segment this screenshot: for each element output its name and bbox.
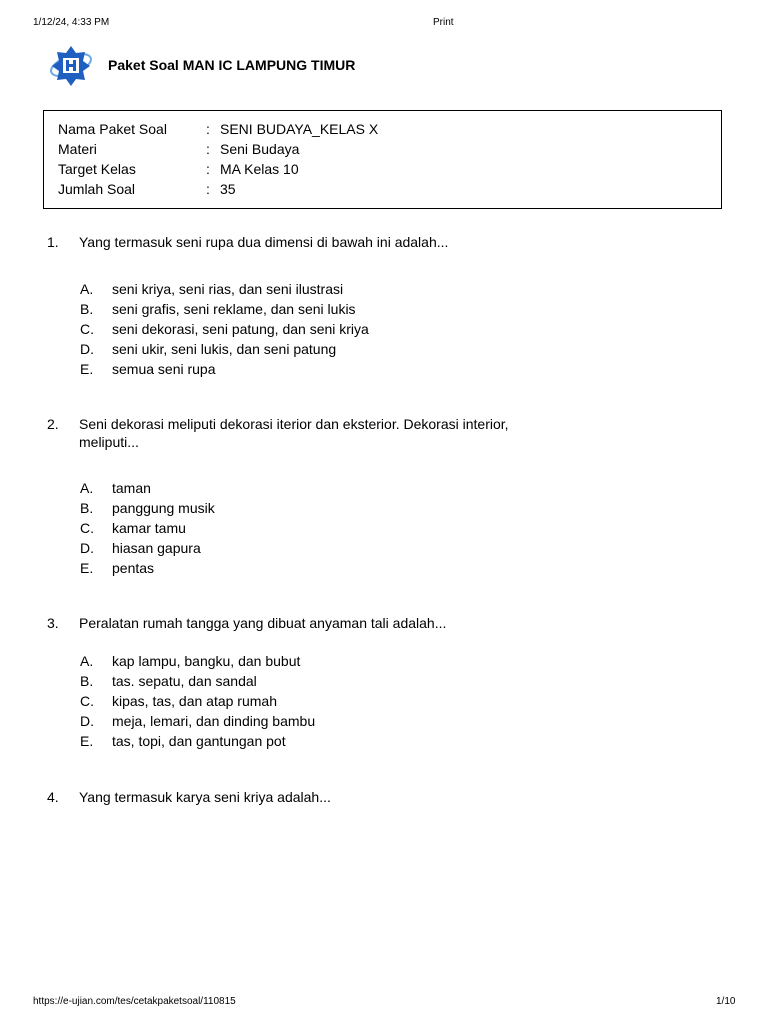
- info-value: Seni Budaya: [220, 141, 300, 157]
- info-colon: :: [206, 121, 210, 137]
- question-number: 1.: [47, 234, 59, 250]
- question-number: 4.: [47, 789, 59, 805]
- info-colon: :: [206, 161, 210, 177]
- option-text: seni kriya, seni rias, dan seni ilustrasi: [112, 281, 344, 297]
- option-text: tas, topi, dan gantungan pot: [112, 733, 286, 749]
- info-label: Jumlah Soal: [58, 181, 136, 197]
- option-letter: B.: [80, 500, 94, 516]
- option-text: kipas, tas, dan atap rumah: [112, 693, 277, 709]
- info-label: Materi: [58, 141, 97, 157]
- info-value: SENI BUDAYA_KELAS X: [220, 121, 379, 137]
- option-letter: E.: [80, 733, 94, 749]
- option-text: taman: [112, 480, 151, 496]
- option-text: seni dekorasi, seni patung, dan seni kriya: [112, 321, 369, 337]
- footer-page-number: 1/10: [716, 996, 736, 1007]
- option-letter: A.: [80, 480, 94, 496]
- option-letter: C.: [80, 693, 94, 709]
- option-letter: D.: [80, 540, 94, 556]
- package-title: Paket Soal MAN IC LAMPUNG TIMUR: [108, 57, 356, 73]
- option-letter: B.: [80, 301, 94, 317]
- option-text: meja, lemari, dan dinding bambu: [112, 713, 316, 729]
- question-number: 3.: [47, 615, 59, 631]
- option-text: seni ukir, seni lukis, dan seni patung: [112, 341, 337, 357]
- option-text: semua seni rupa: [112, 361, 216, 377]
- question-number: 2.: [47, 416, 59, 432]
- option-letter: E.: [80, 560, 94, 576]
- option-text: pentas: [112, 560, 155, 576]
- print-date: 1/12/24, 4:33 PM: [33, 17, 110, 28]
- option-letter: B.: [80, 673, 94, 689]
- info-colon: :: [206, 141, 210, 157]
- package-info-box: [43, 110, 722, 209]
- option-letter: A.: [80, 653, 94, 669]
- option-text: seni grafis, seni reklame, dan seni lukis: [112, 301, 356, 317]
- option-text: panggung musik: [112, 500, 215, 516]
- info-label: Nama Paket Soal: [58, 121, 167, 137]
- school-emblem-icon: [48, 43, 94, 87]
- option-letter: C.: [80, 520, 94, 536]
- info-colon: :: [206, 181, 210, 197]
- option-text: kap lampu, bangku, dan bubut: [112, 653, 301, 669]
- question-text: Yang termasuk karya seni kriya adalah...: [79, 789, 331, 805]
- option-letter: E.: [80, 361, 94, 377]
- info-label: Target Kelas: [58, 161, 136, 177]
- footer-url-link[interactable]: https://e-ujian.com/tes/cetakpaketsoal/110815: [33, 996, 236, 1007]
- option-text: hiasan gapura: [112, 540, 201, 556]
- question-text: Yang termasuk seni rupa dua dimensi di bawah ini adalah...: [79, 234, 449, 250]
- info-value: 35: [220, 181, 236, 197]
- option-letter: C.: [80, 321, 94, 337]
- question-text: Seni dekorasi meliputi dekorasi iterior dan eksterior. Dekorasi interior, meliputi...: [79, 416, 509, 450]
- option-letter: D.: [80, 713, 94, 729]
- info-value: MA Kelas 10: [220, 161, 299, 177]
- option-letter: A.: [80, 281, 94, 297]
- option-text: tas. sepatu, dan sandal: [112, 673, 257, 689]
- question-text: Peralatan rumah tangga yang dibuat anyaman tali adalah...: [79, 615, 447, 631]
- option-text: kamar tamu: [112, 520, 186, 536]
- option-letter: D.: [80, 341, 94, 357]
- print-title: Print: [433, 17, 454, 28]
